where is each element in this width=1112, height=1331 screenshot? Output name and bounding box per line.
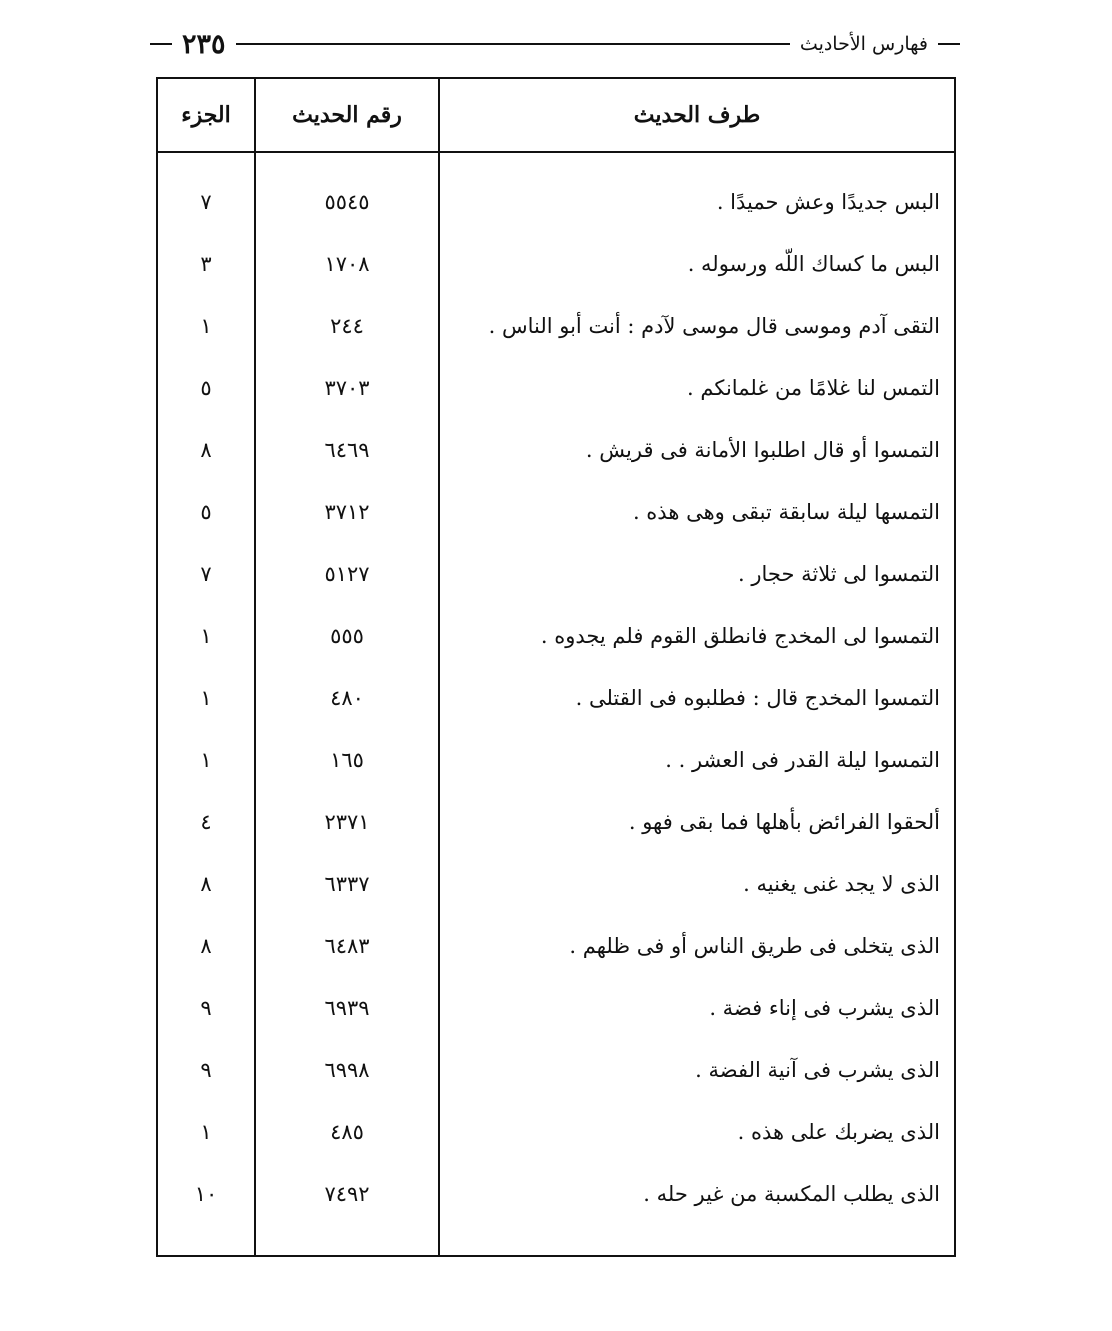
hadith-number: ١٦٥ (330, 748, 364, 772)
table-row (158, 295, 954, 357)
part-number: ٣ (200, 252, 212, 276)
part-number: ١ (200, 748, 212, 772)
part-number: ٩ (200, 996, 212, 1020)
hadith-number: ٢٣٧١ (324, 810, 370, 834)
hadith-number: ٤٨٠ (330, 686, 364, 710)
part-number: ٨ (200, 872, 212, 896)
table-row (158, 543, 954, 605)
column-header-hadith-start: طرف الحديث (633, 102, 761, 128)
table-row (158, 1039, 954, 1101)
table-row (158, 605, 954, 667)
part-number: ١ (200, 1120, 212, 1144)
hadith-number: ٣٧١٢ (324, 500, 370, 524)
table-row (158, 729, 954, 791)
hadith-number: ٥٥٥ (330, 624, 364, 648)
part-number: ١٠ (194, 1182, 218, 1206)
hadith-number: ١٧٠٨ (324, 252, 370, 276)
hadith-text: الذى يضربك على هذه . (737, 1120, 940, 1144)
part-number: ١ (200, 314, 212, 338)
hadith-number: ٦٣٣٧ (324, 872, 370, 896)
part-number: ١ (200, 686, 212, 710)
hadith-text: التمس لنا غلامًا من غلمانكم . (687, 376, 940, 400)
hadith-text: التمسوا المخدج قال : فطلبوه فى القتلى . (575, 686, 940, 710)
part-number: ٧ (200, 190, 212, 214)
part-number: ٥ (200, 376, 212, 400)
hadith-text: التمسوا ليلة القدر فى العشر . . (665, 748, 940, 772)
hadith-number: ٦٤٦٩ (324, 438, 370, 462)
table-row (158, 853, 954, 915)
table-body (158, 171, 954, 1225)
hadith-number: ٦٤٨٣ (324, 934, 370, 958)
header-rule (236, 43, 790, 45)
hadith-number: ٦٩٣٩ (324, 996, 370, 1020)
hadith-text: التمسوا لى ثلاثة حجار . (738, 562, 940, 586)
hadith-text: ألحقوا الفرائض بأهلها فما بقى فهو . (628, 810, 940, 834)
table-row (158, 1163, 954, 1225)
table-row (158, 171, 954, 233)
hadith-text: التقى آدم وموسى قال موسى لآدم : أنت أبو الناس . (488, 314, 940, 338)
running-title: فهارس الأحاديث (799, 33, 928, 55)
page-header (150, 26, 960, 62)
header-dash (150, 43, 172, 45)
hadith-number: ٥٥٤٥ (324, 190, 370, 214)
part-number: ٨ (200, 438, 212, 462)
part-number: ٩ (200, 1058, 212, 1082)
hadith-number: ٢٤٤ (330, 314, 364, 338)
hadith-text: التمسوا لى المخدج فانطلق القوم فلم يجدوه . (540, 624, 940, 648)
table-row (158, 915, 954, 977)
hadith-text: التمسها ليلة سابقة تبقى وهى هذه . (632, 500, 940, 524)
hadith-text: الذى يطلب المكسبة من غير حله . (643, 1182, 940, 1206)
hadith-number: ٤٨٥ (330, 1120, 364, 1144)
hadith-number: ٣٧٠٣ (324, 376, 370, 400)
hadith-number: ٧٤٩٢ (324, 1182, 370, 1206)
table-row (158, 1101, 954, 1163)
hadith-text: التمسوا أو قال اطلبوا الأمانة فى قريش . (585, 438, 940, 462)
part-number: ١ (200, 624, 212, 648)
part-number: ٧ (200, 562, 212, 586)
table-row (158, 791, 954, 853)
table-row (158, 419, 954, 481)
part-number: ٥ (200, 500, 212, 524)
table-row (158, 357, 954, 419)
hadith-text: البس ما كساك اللّه ورسوله . (687, 252, 940, 276)
hadith-text: الذى يتخلى فى طريق الناس أو فى ظلهم . (569, 934, 940, 958)
table-row (158, 667, 954, 729)
table-row (158, 481, 954, 543)
column-header-part: الجزء (181, 102, 231, 128)
hadith-number: ٥١٢٧ (324, 562, 370, 586)
page-number: ٢٣٥ (182, 28, 226, 60)
hadith-text: الذى لا يجد غنى يغنيه . (743, 872, 940, 896)
table-row (158, 233, 954, 295)
header-dash (938, 43, 960, 45)
hadith-text: الذى يشرب فى إناء فضة . (709, 996, 940, 1020)
table-header-row (158, 79, 954, 153)
part-number: ٨ (200, 934, 212, 958)
hadith-text: البس جديدًا وعش حميدًا . (716, 190, 940, 214)
hadith-index-table (156, 77, 956, 1257)
table-row (158, 977, 954, 1039)
hadith-text: الذى يشرب فى آنية الفضة . (695, 1058, 940, 1082)
part-number: ٤ (200, 810, 212, 834)
hadith-number: ٦٩٩٨ (324, 1058, 370, 1082)
column-header-hadith-number: رقم الحديث (292, 102, 402, 128)
